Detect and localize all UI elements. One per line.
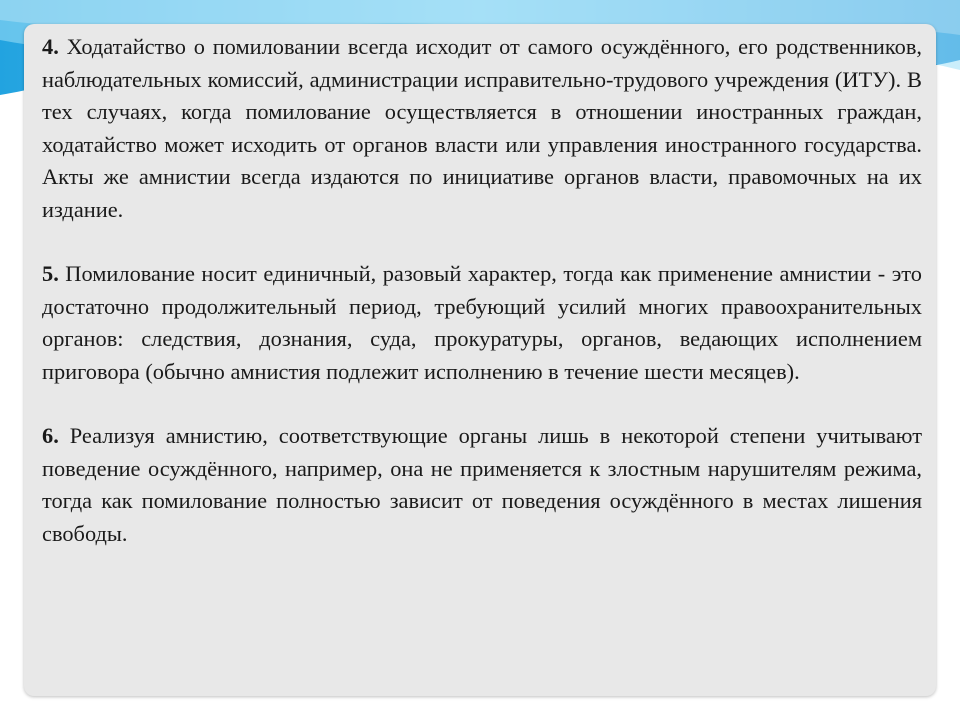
paragraph-4 <box>42 31 922 226</box>
paragraph-5 <box>42 258 922 388</box>
paragraph-number: 5. <box>42 261 59 286</box>
paragraph-6 <box>42 420 922 550</box>
slide-text <box>42 31 922 582</box>
paragraph-number: 6. <box>42 423 59 448</box>
paragraph-text: Ходатайство о помиловании всегда исходит от самого осуждённого, его родственников, наблюдательных комиссий, администрации исправительно-трудового учреждения (ИТУ). В тех случаях, когда помилование осуществляется в отношении иностранных граждан, ходатайство может исходить от органов власти или управления иностранного государства. Акты же амнистии всегда издаются по инициативе органов власти, правомочных на их издание. <box>42 34 922 222</box>
paragraph-text: Помилование носит единичный, разовый характер, тогда как применение амнистии - это достаточно продолжительный период, требующий усилий многих правоохранительных органов: следствия, дознания, суда, прокуратуры, органов, ведающих исполнением приговора (обычно амнистия подлежит исполнению в течение шести месяцев). <box>42 261 922 384</box>
paragraph-text: Реализуя амнистию, соответствующие органы лишь в некоторой степени учитывают поведение осуждённого, например, она не применяется к злостным нарушителям режима, тогда как помилование полностью зависит от поведения осуждённого в местах лишения свободы. <box>42 423 922 546</box>
paragraph-number: 4. <box>42 34 59 59</box>
